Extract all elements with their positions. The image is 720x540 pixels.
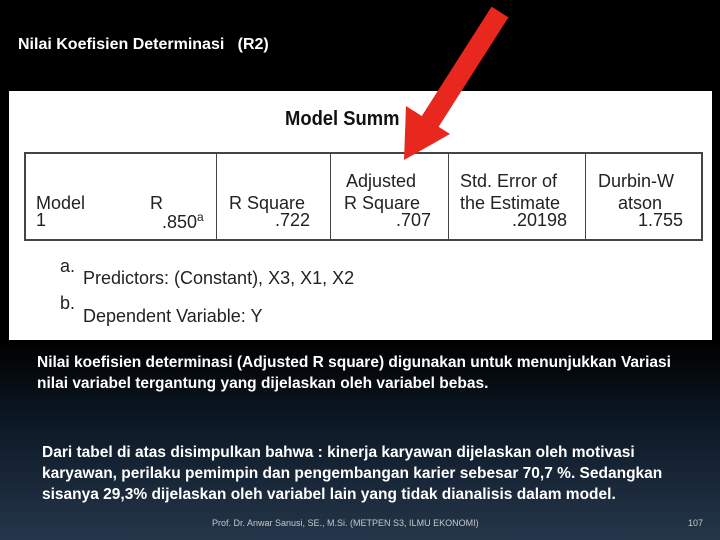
header-stderr-line1: Std. Error of <box>460 171 558 191</box>
footer-author: Prof. Dr. Anwar Sanusi, SE., M.Si. (METPEN S3, ILMU EKONOMI) <box>212 518 479 528</box>
page-number: 107 <box>688 518 704 528</box>
cell-durbin: 1.755 <box>638 210 684 230</box>
header-adjusted-line2: R Square <box>344 193 421 213</box>
header-stderr-line2: the Estimate <box>460 193 561 213</box>
slide-title: Nilai Koefisien Determinasi (R2) <box>18 36 269 53</box>
header-durbin-line2: atson <box>618 193 663 213</box>
column-divider <box>585 154 586 239</box>
cell-model: 1 <box>36 210 47 230</box>
model-summary-table <box>9 91 712 340</box>
header-durbin-line1: Durbin-W <box>598 171 675 191</box>
cell-r-superscript: a <box>197 210 204 224</box>
conclusion-paragraph: Dari tabel di atas disimpulkan bahwa : kinerja karyawan dijelaskan oleh motivasi karyawan, perilaku pemimpin dan pengembangan karier sebesar 70,7 %. Sedangkan sisanya 29,3% dijelaskan oleh variabel lain yang tidak dianalisis dalam model. <box>42 444 663 503</box>
header-r: R <box>150 193 163 213</box>
table-heading: Model Summ <box>285 108 400 130</box>
explanation-paragraph: Nilai koefisien determinasi (Adjusted R square) digunakan untuk menunjukkan Variasi nilai variabel tergantung yang dijelaskan oleh variabel bebas. <box>37 354 671 392</box>
cell-stderr: .20198 <box>512 210 568 230</box>
cell-r-square: .722 <box>275 210 311 230</box>
arrow-shaft <box>426 12 500 128</box>
table-grid <box>24 152 703 241</box>
header-adjusted-line1: Adjusted <box>346 171 417 191</box>
note-a-text: Predictors: (Constant), X3, X1, X2 <box>83 268 355 288</box>
cell-r <box>162 210 204 233</box>
red-arrow-icon <box>400 0 520 170</box>
cell-adjusted: .707 <box>396 210 432 230</box>
cell-r-value: .850 <box>162 212 198 232</box>
column-divider <box>330 154 331 239</box>
note-b-text: Dependent Variable: Y <box>83 306 263 326</box>
note-b-label: b. <box>60 293 76 313</box>
note-a-label: a. <box>60 256 76 276</box>
header-r-square: R Square <box>229 193 306 213</box>
column-divider <box>216 154 217 239</box>
header-model: Model <box>36 193 86 213</box>
